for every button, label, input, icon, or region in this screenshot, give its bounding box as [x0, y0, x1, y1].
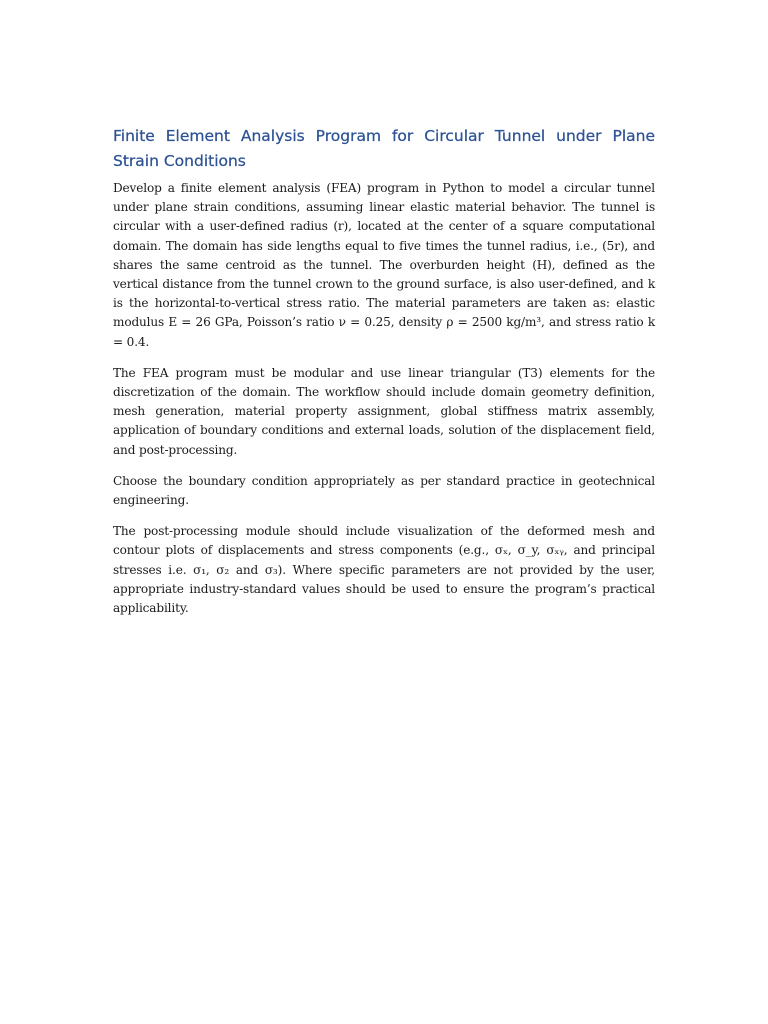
paragraph-problem-statement: Develop a finite element analysis (FEA) program in Python to model a circular tunnel under plane strain conditions, assuming linear elastic material behavior. The tunnel is circular with a user-defined radius (r), located at the center of a square computational domain. The domain has side lengths equal to five times the tunnel radius, i.e., (5r), and shares the same centroid as the tunnel. The overburden height (H), defined as the vertical distance from the tunnel crown to the ground surface, is also user-defined, and k is the horizontal-to-vertical stress ratio. The material parameters are taken as: elastic modulus E = 26 GPa, Poisson’s ratio ν = 0.25, density ρ = 2500 kg/m³, and stress ratio k = 0.4. [113, 181, 655, 349]
document-body [113, 124, 655, 630]
paragraph-program-workflow: The FEA program must be modular and use linear triangular (T3) elements for the discretization of the domain. The workflow should include domain geometry definition, mesh generation, material property assignment, global stiffness matrix assembly, application of boundary conditions and external loads, solution of the displacement field, and post-processing. [113, 365, 655, 457]
paragraph-boundary-conditions: Choose the boundary condition appropriately as per standard practice in geotechnical engineering. [113, 473, 655, 508]
document-title: Finite Element Analysis Program for Circular Tunnel under Plane Strain Conditions [113, 127, 655, 170]
paragraph-post-processing: The post-processing module should include visualization of the deformed mesh and contour plots of displacements and stress components (e.g., σₓ, σ_y, σₓᵧ, and principal stresses i.e. σ₁, σ₂ and σ₃). Where specific parameters are not provided by the user, appropriate industry-standard values should be used to ensure the program’s practical applicability. [113, 524, 655, 616]
